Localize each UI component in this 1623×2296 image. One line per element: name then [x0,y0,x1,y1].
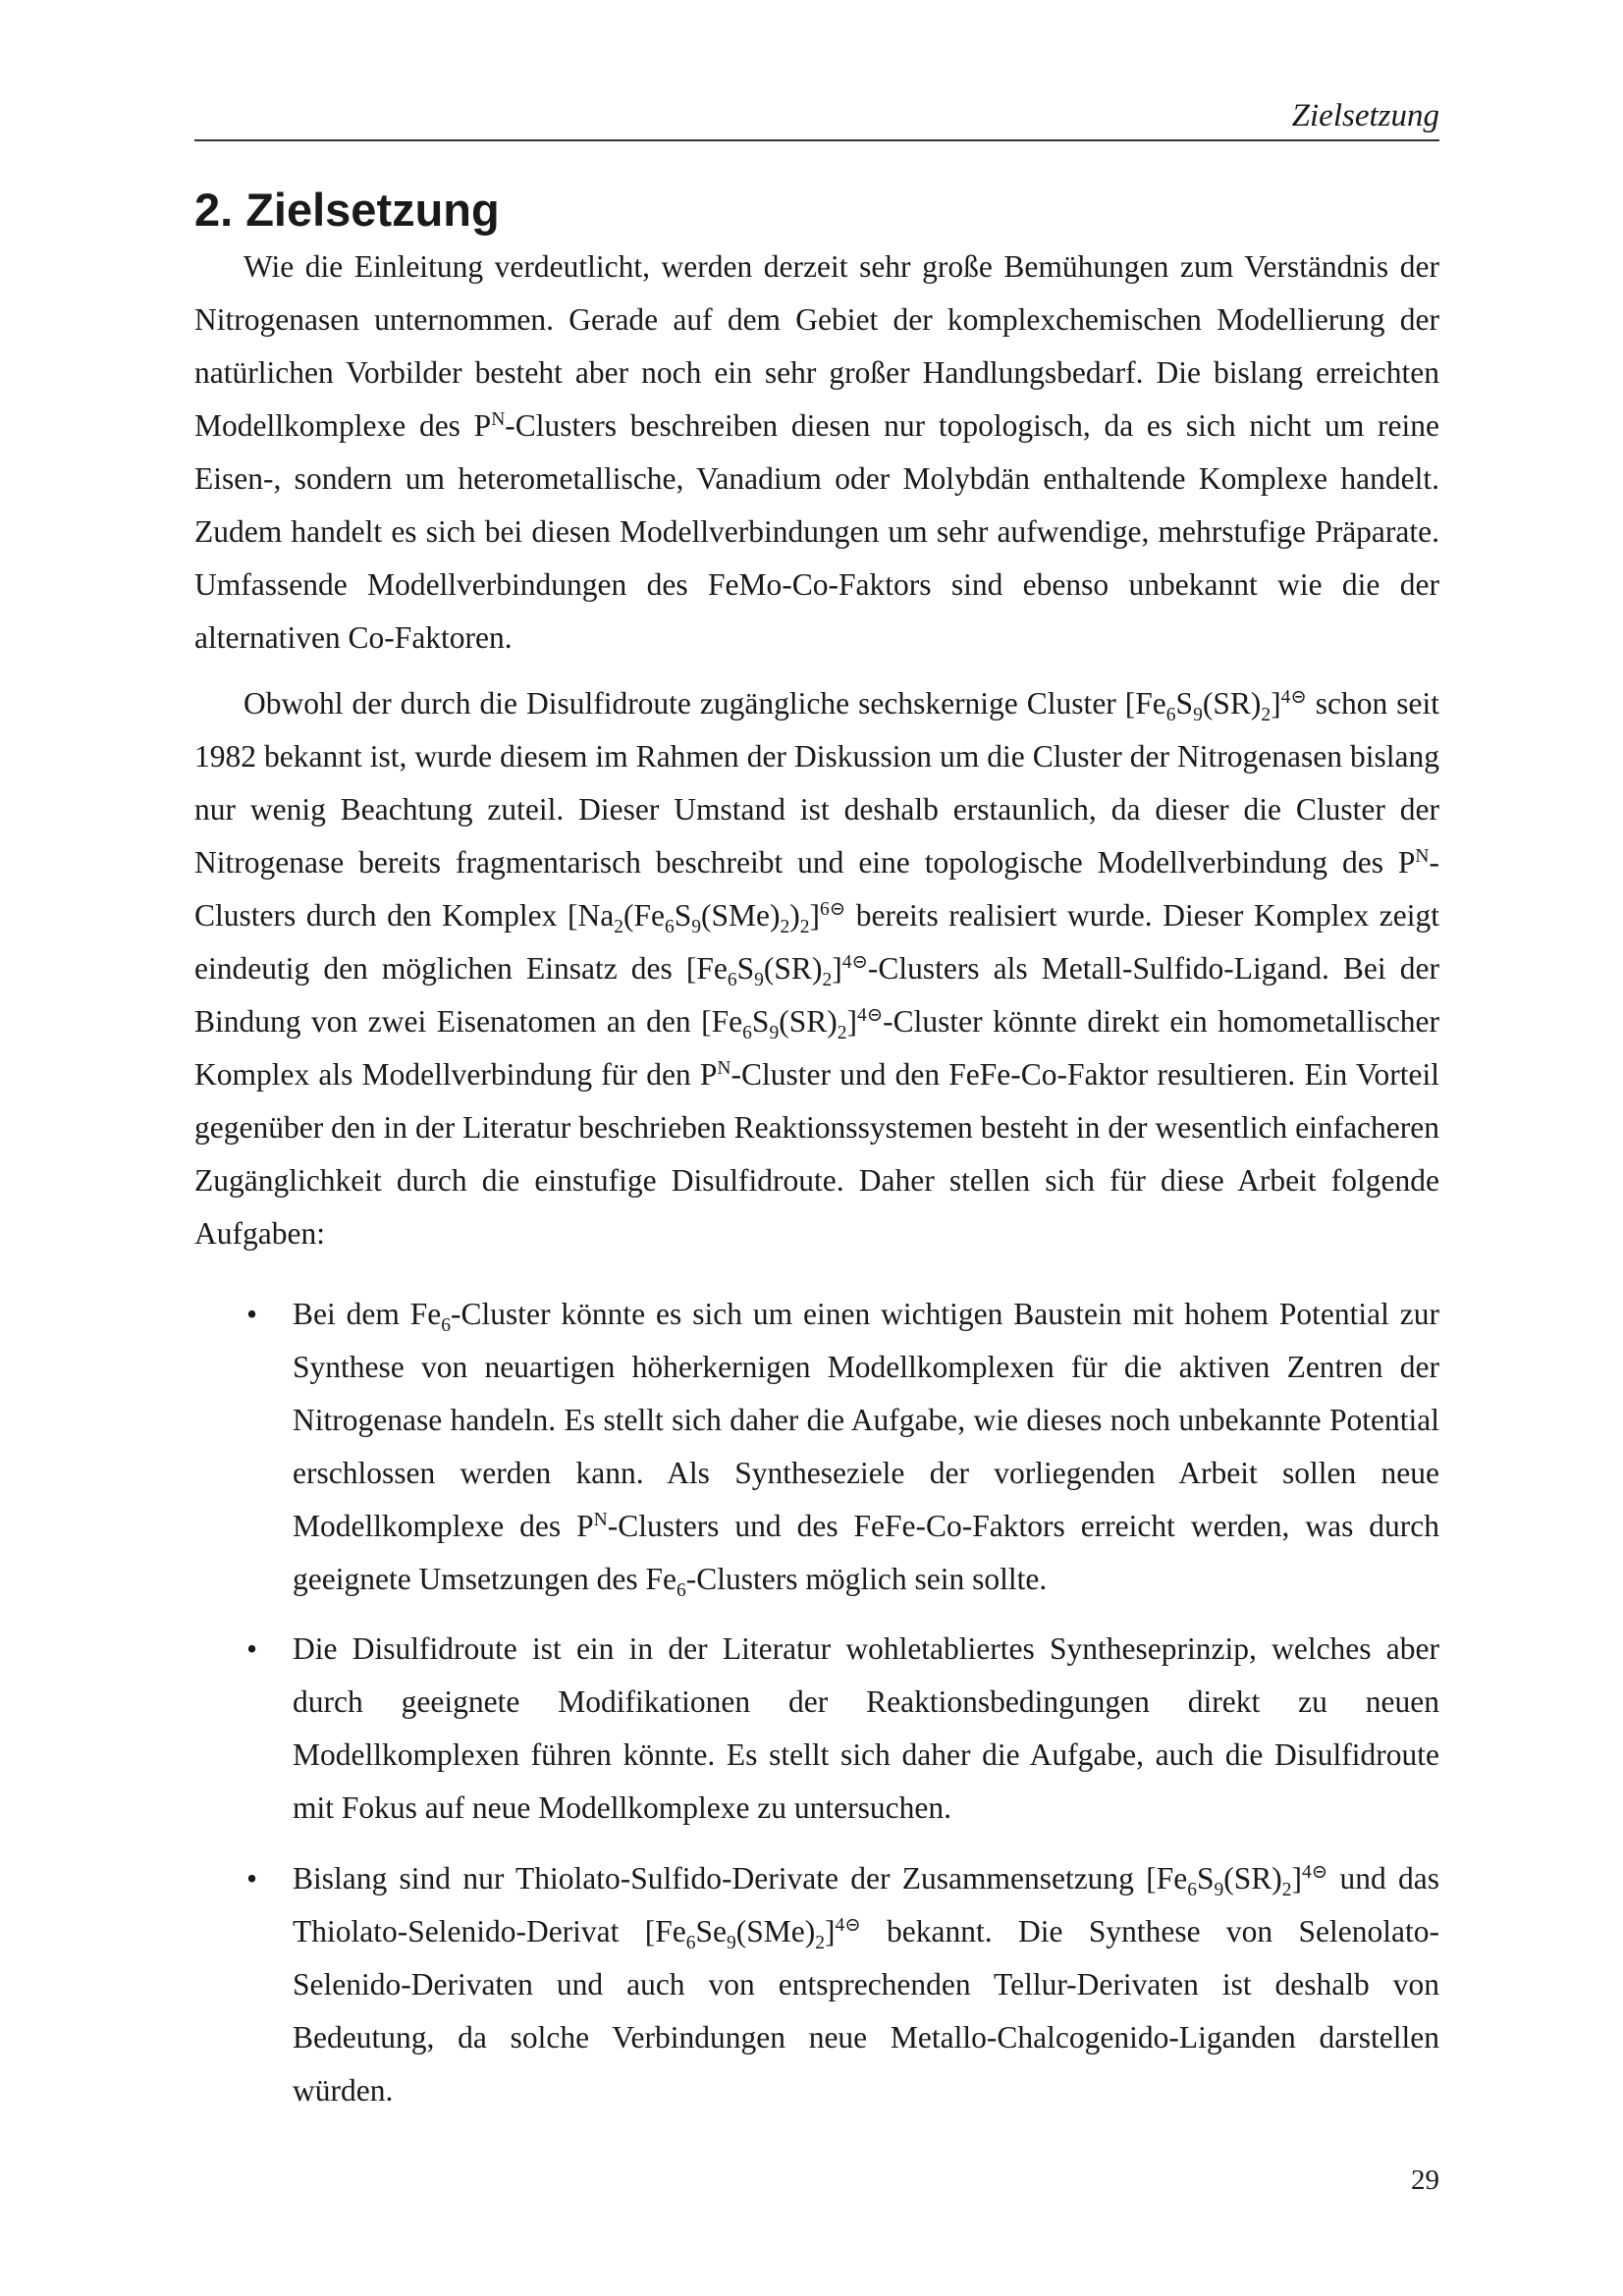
subscript: 2 [1281,1879,1292,1900]
subscript: 6 [685,1932,696,1953]
superscript: N [491,409,506,431]
text-run: ] [846,1004,857,1039]
text-run: Die Disulfidroute ist ein in der Literatur wohletabliertes Syntheseprinzip, welches aber durch geeignete Modifikationen der Reaktionsbedingungen direkt zu neuen Modellkomplexen führen könnte. Es stellt sich daher die Aufgabe, auch die Disulfidroute mit Fokus auf neue Modellkomplexe zu untersuchen. [293,1631,1439,1825]
text-run: (SR) [1202,686,1262,721]
running-header: Zielsetzung [1291,98,1439,133]
text-run: (SR) [779,1004,838,1039]
text-run: ] [832,951,842,986]
superscript: N [1415,846,1430,868]
text-run: -Clusters und des FeFe-Co-Faktors erreicht werden, was durch geeignete Umsetzungen des Fe [293,1509,1439,1596]
text-run: und das Thiolato-Selenido-Derivat [Fe [293,1861,1439,1949]
subscript: 9 [769,1022,780,1043]
paragraph-cluster [194,677,1439,1260]
text-run: -Cluster könnte es sich um einen wichtigen Baustein mit hohem Potential zur Synthese von neuartigen höherkernigen Modellkomplexen für die aktiven Zentren der Nitrogenase handeln. Es stellt sich daher die Aufgabe, wie dieses noch unbekannte Potential erschlossen werden kann. Als Syntheseziele der vorliegenden Arbeit sollen neue Modellkomplexe des P [293,1297,1439,1543]
text-run: (SR) [1223,1861,1282,1896]
text-run: S [736,951,755,986]
text-run: (SMe) [735,1914,816,1949]
subscript: 6 [1165,704,1176,725]
subscript: 2 [780,916,790,937]
superscript: 4⊝ [857,1005,884,1027]
subscript: 9 [691,916,702,937]
text-run: S [751,1004,770,1039]
text-run: Bislang sind nur Thiolato-Sulfido-Derivate der Zusammensetzung [Fe [293,1861,1188,1896]
list-item [194,1852,1439,2117]
subscript: 9 [754,969,764,990]
superscript: 4⊝ [1302,1862,1328,1884]
text-run: -Cluster könnte direkt ein homometallischer Komplex als Modellverbindung für den P [194,1004,1439,1092]
text-run: (SMe) [701,898,781,933]
subscript: 9 [1214,1879,1224,1900]
text-run: ] [1291,1861,1303,1896]
text-run: Se [695,1914,728,1949]
bullet-icon: • [246,1861,258,1896]
text-run: Obwohl der durch die Disulfidroute zugängliche sechskernige Cluster [Fe [243,686,1166,721]
list-item [194,1623,1439,1835]
text-run: ] [1271,686,1281,721]
subscript: 9 [727,1932,736,1953]
text-run: ) [789,898,800,933]
text-run: (Fe [622,898,665,933]
text-run: Wie die Einleitung verdeutlicht, werden derzeit sehr große Bemühungen zum Verständnis der Nitrogenasen unternommen. Gerade auf dem Gebiet der komplexchemischen Modellierung der natürlichen Vorbilder besteht aber noch ein sehr großer Handlungsbedarf. Die bislang erreichten Modellkomplexe des P [194,249,1439,443]
bullet-icon: • [246,1631,258,1666]
text-run: -Clusters durch den Komplex [Na [194,845,1439,933]
text-run: -Clusters möglich sein sollte. [685,1562,1048,1596]
text-run: -Clusters beschreiben diesen nur topologisch, da es sich nicht um reine Eisen-, sondern um heterometallische, Vanadium oder Molybdän enthaltende Komplexe handelt. Zudem handelt es sich bei diesen Modellverbindungen um sehr aufwendige, mehrstufige Präparate. Umfassende Modellverbindungen des FeMo-Co-Faktors sind ebenso unbekannt wie die der alternativen Co-Faktoren. [194,408,1440,655]
superscript: N [717,1058,731,1080]
subscript: 6 [664,916,675,937]
section-title: Zielsetzung [245,184,500,236]
subscript: 2 [614,916,623,937]
superscript: N [593,1510,608,1531]
subscript: 6 [676,1579,686,1601]
text-run: ] [825,1914,836,1949]
subscript: 6 [1187,1879,1197,1900]
subscript: 2 [815,1932,826,1953]
text-run: Bei dem Fe [293,1297,442,1331]
subscript: 6 [742,1022,752,1043]
text-run: bereits realisiert wurde. Dieser Komplex zeigt eindeutig den möglichen Einsatz des [Fe [194,898,1439,986]
subscript: 6 [727,969,737,990]
section-number: 2. [194,184,234,236]
superscript: 4⊝ [1280,687,1307,709]
text-run: S [1196,1861,1215,1896]
superscript: 4⊝ [835,1915,861,1937]
superscript: 4⊝ [841,952,868,974]
page-number: 29 [1411,2164,1439,2196]
text-run: S [674,898,692,933]
subscript: 2 [799,916,810,937]
subscript: 6 [441,1314,452,1336]
list-item [194,1288,1439,1606]
bullet-icon: • [246,1297,258,1331]
text-run: bekannt. Die Synthese von Selenolato-Selenido-Derivaten und auch von entsprechenden Tellur-Derivaten ist deshalb von Bedeutung, da solche Verbindungen neue Metallo-Chalcogenido-Liganden darstellen würden. [293,1914,1439,2108]
text-run: ] [809,898,821,933]
text-run: schon seit 1982 bekannt ist, wurde diesem im Rahmen der Diskussion um die Cluster der Nitrogenasen bislang nur wenig Beachtung zuteil. Dieser Umstand ist deshalb erstaunlich, da dieser die Cluster der Nitrogenase bereits fragmentarisch beschreibt und eine topologische Modellverbindung des P [194,686,1439,880]
text-run: (SR) [763,951,823,986]
text-run: -Cluster und den FeFe-Co-Faktor resultieren. Ein Vorteil gegenüber den in der Literatur beschrieben Reaktionssystemen besteht in der wesentlich einfacheren Zugänglichkeit durch die einstufige Disulfidroute. Daher stellen sich für diese Arbeit folgende Aufgaben: [194,1057,1439,1251]
superscript: 6⊝ [820,899,846,921]
subscript: 9 [1193,704,1203,725]
text-run: -Clusters als Metall-Sulfido-Ligand. Bei der Bindung von zwei Eisenatomen an den [Fe [194,951,1439,1039]
subscript: 2 [837,1022,847,1043]
section-heading [194,183,500,238]
subscript: 2 [1261,704,1271,725]
text-run: S [1175,686,1194,721]
subscript: 2 [822,969,833,990]
header-rule [194,139,1439,141]
paragraph-intro [194,240,1439,665]
